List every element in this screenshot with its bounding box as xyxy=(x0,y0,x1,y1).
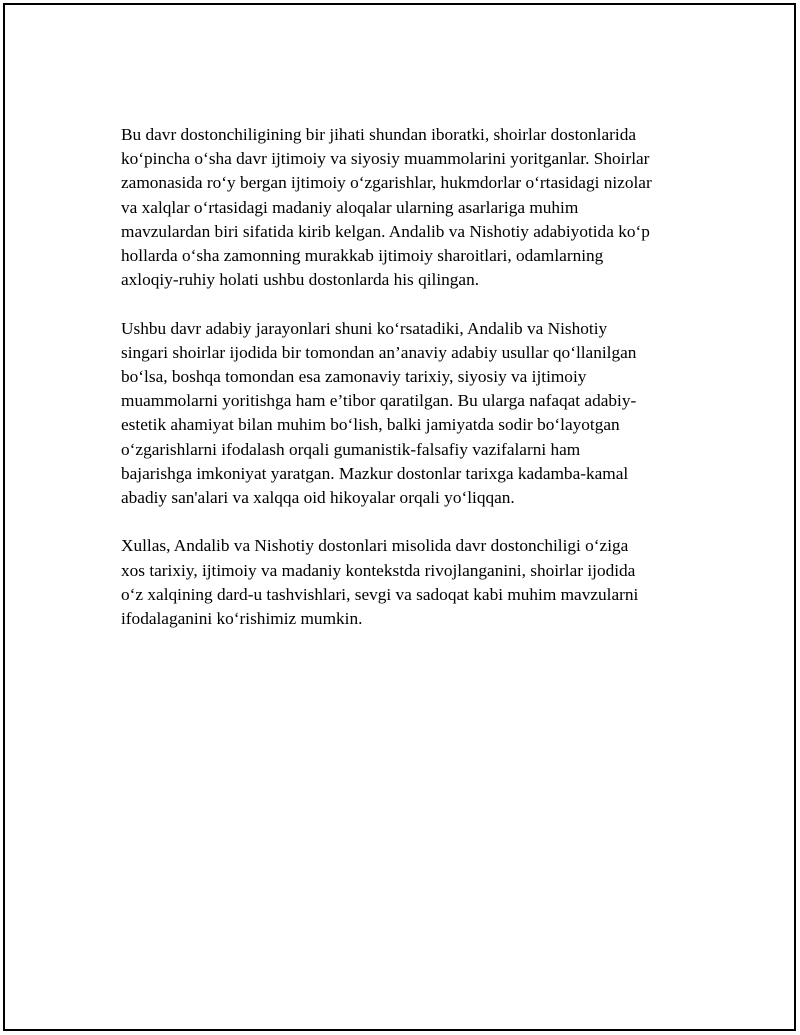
text-line: o‘z xalqining dard-u tashvishlari, sevgi va sadoqat kabi muhim mavzularni xyxy=(121,584,639,604)
text-line: Ushbu davr adabiy jarayonlari shuni ko‘rsatadiki, Andalib va Nishotiy xyxy=(121,318,608,338)
text-line: abadiy san'alari va xalqqa oid hikoyalar orqali yo‘liqqan. xyxy=(121,488,515,508)
text-line: o‘zgarishlarni ifodalash orqali gumanistik-falsafiy vazifalarni ham xyxy=(121,439,581,459)
text-line: va xalqlar o‘rtasidagi madaniy aloqalar ularning asarlariga muhim xyxy=(121,197,579,217)
page-frame xyxy=(3,3,796,1031)
paragraph-1 xyxy=(121,123,691,292)
text-line: ifodalaganini ko‘rishimiz mumkin. xyxy=(121,609,363,629)
paragraph-3 xyxy=(121,534,691,631)
text-line: bo‘lsa, boshqa tomondan esa zamonaviy tarixiy, siyosiy va ijtimoiy xyxy=(121,367,587,387)
text-line: singari shoirlar ijodida bir tomondan an’anaviy adabiy usullar qo‘llanilgan xyxy=(121,342,637,362)
paragraph-2 xyxy=(121,317,691,511)
text-line: Xullas, Andalib va Nishotiy dostonlari misolida davr dostonchiligi o‘ziga xyxy=(121,536,629,556)
text-line: Bu davr dostonchiligining bir jihati shundan iboratki, shoirlar dostonlarida xyxy=(121,125,637,144)
document-body xyxy=(121,123,691,655)
text-line: hollarda o‘sha zamonning murakkab ijtimoiy sharoitlari, odamlarning xyxy=(121,246,604,266)
text-line: muammolarni yoritishga ham e’tibor qaratilgan. Bu ularga nafaqat adabiy- xyxy=(121,391,637,411)
text-line: zamonasida ro‘y bergan ijtimoiy o‘zgarishlar, hukmdorlar o‘rtasidagi nizolar xyxy=(121,173,652,193)
text-line: xos tarixiy, ijtimoiy va madaniy kontekstda rivojlanganini, shoirlar ijodida xyxy=(121,560,636,580)
text-line: estetik ahamiyat bilan muhim bo‘lish, balki jamiyatda sodir bo‘layotgan xyxy=(121,415,620,435)
text-line: mavzulardan biri sifatida kirib kelgan. Andalib va Nishotiy adabiyotida ko‘p xyxy=(121,221,650,241)
text-line: ko‘pincha o‘sha davr ijtimoiy va siyosiy muammolarini yoritganlar. Shoirlar xyxy=(121,149,650,169)
text-line: axloqiy-ruhiy holati ushbu dostonlarda his qilingan. xyxy=(121,270,480,290)
text-line: bajarishga imkoniyat yaratgan. Mazkur dostonlar tarixga kadamba-kamal xyxy=(121,463,629,483)
